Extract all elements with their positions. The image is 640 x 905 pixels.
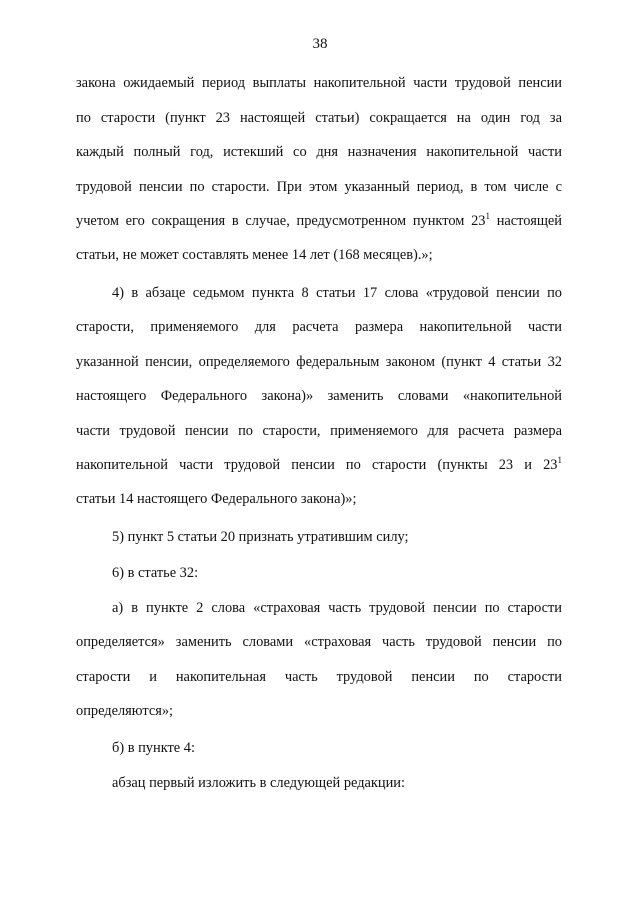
text-line: старости и накопительная часть трудовой пенсии по старости [76, 669, 562, 685]
text-line [76, 211, 562, 231]
text-line: части трудовой пенсии по старости, применяемого для расчета размера [76, 423, 562, 439]
text-line: 4) в абзаце седьмом пункта 8 статьи 17 слова «трудовой пенсии по [112, 285, 562, 301]
text-line: указанной пенсии, определяемого федеральным законом (пункт 4 статьи 32 [76, 354, 562, 370]
text-line: по старости (пункт 23 настоящей статьи) сокращается на один год за [76, 110, 562, 126]
text-line: статьи 14 настоящего Федерального закона)»; [76, 491, 357, 507]
text-line: трудовой пенсии по старости. При этом указанный период, в том числе с [76, 179, 562, 195]
text-line: закона ожидаемый период выплаты накопительной части трудовой пенсии [76, 75, 562, 91]
text-line: 6) в статье 32: [112, 565, 199, 581]
text-line: каждый полный год, истекший со дня назначения накопительной части [76, 144, 562, 160]
text-line: определяется» заменить словами «страховая часть трудовой пенсии по [76, 634, 562, 650]
text-line: 5) пункт 5 статьи 20 признать утратившим силу; [112, 529, 409, 545]
text-line: статьи, не может составлять менее 14 лет (168 месяцев).»; [76, 247, 433, 263]
page-number: 38 [312, 36, 328, 52]
text-line: б) в пункте 4: [112, 740, 195, 756]
text-segment: учетом его сокращения в случае, предусмотренном пунктом 23 [76, 213, 486, 229]
text-segment: настоящей [489, 213, 562, 229]
text-line [76, 455, 562, 475]
superscript: 1 [485, 211, 490, 221]
text-line: определяются»; [76, 703, 174, 719]
text-line: настоящего Федерального закона)» заменить словами «накопительной [76, 388, 562, 404]
superscript: 1 [557, 455, 562, 465]
text-segment: накопительной части трудовой пенсии по старости (пункты 23 и 23 [76, 457, 558, 473]
text-line: а) в пункте 2 слова «страховая часть трудовой пенсии по старости [112, 600, 562, 616]
text-line: старости, применяемого для расчета размера накопительной части [76, 319, 562, 335]
text-line: абзац первый изложить в следующей редакции: [112, 775, 406, 791]
